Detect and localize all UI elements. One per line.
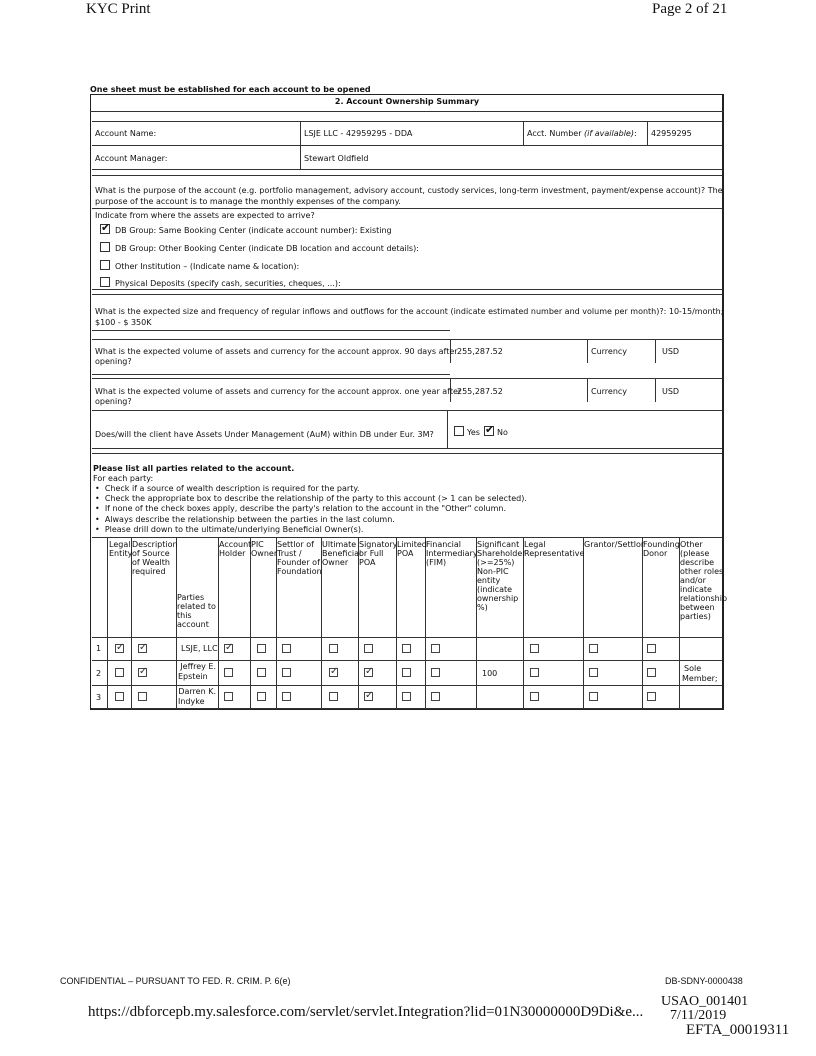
volume-90-currency: USD [662, 347, 680, 356]
bullet-item: • Check if a source of wealth description is required for the party. [95, 484, 360, 493]
print-header-title: KYC Print [86, 1, 151, 17]
row1-limited-poa-checkbox[interactable] [402, 644, 411, 653]
row2-description-checkbox[interactable] [138, 668, 147, 677]
option-same-booking-label: DB Group: Same Booking Center (indicate account number): Existing [115, 226, 392, 235]
row1-holder-checkbox[interactable] [224, 644, 233, 653]
row1-fim-checkbox[interactable] [431, 644, 440, 653]
row1-legal-entity-checkbox[interactable] [115, 644, 124, 653]
volume-90-amount: 255,287.52 [457, 347, 503, 356]
row2-party-name: Jeffrey E. [180, 662, 216, 671]
row1-signatory-checkbox[interactable] [364, 644, 373, 653]
col-account-holder: Account Holder [219, 540, 252, 558]
row1-ubo-checkbox[interactable] [329, 644, 338, 653]
col-parties: Parties related to this account [177, 593, 216, 629]
row2-legal-entity-checkbox[interactable] [115, 668, 124, 677]
account-manager-label: Account Manager: [95, 154, 168, 163]
row2-founding-checkbox[interactable] [647, 668, 656, 677]
row1-grantor-checkbox[interactable] [589, 644, 598, 653]
row3-ubo-checkbox[interactable] [329, 692, 338, 701]
account-number-label: Acct. Number (if available): [527, 129, 637, 138]
option-physical-deposits-label: Physical Deposits (specify cash, securities, cheques, ...): [115, 279, 341, 288]
col-significant-shareholder: Significant Shareholder (>=25%) Non-PIC entity (indicate ownership %) [477, 540, 526, 612]
row2-legal-rep-checkbox[interactable] [530, 668, 539, 677]
assets-prompt: Indicate from where the assets are expected to arrive? [95, 211, 315, 220]
row2-settlor-checkbox[interactable] [282, 668, 291, 677]
row-number: 3 [96, 693, 102, 702]
confidential-notice: CONFIDENTIAL – PURSUANT TO FED. R. CRIM. P. 6(e) [60, 976, 291, 986]
efta-number: EFTA_00019311 [686, 1022, 790, 1038]
row-number: 2 [96, 669, 102, 678]
intro-note: One sheet must be established for each account to be opened [90, 85, 371, 94]
volume-year-question: What is the expected volume of assets and currency for the account approx. one year after [95, 387, 462, 396]
row3-description-checkbox[interactable] [138, 692, 147, 701]
row2-pic-checkbox[interactable] [257, 668, 266, 677]
parties-title: Please list all parties related to the account. [93, 464, 295, 473]
row2-signatory-checkbox[interactable] [364, 668, 373, 677]
option-physical-deposits-checkbox[interactable] [100, 277, 110, 287]
row3-settlor-checkbox[interactable] [282, 692, 291, 701]
col-ubo: Ultimate Beneficial Owner [322, 540, 362, 567]
row2-other: Sole [684, 664, 702, 673]
row1-description-checkbox[interactable] [138, 644, 147, 653]
bullet-item: • Check the appropriate box to describe the relationship of the party to this account (> 1 can be selected). [95, 494, 527, 503]
purpose-answer: purpose of the account is to manage the monthly expenses of the company. [95, 197, 401, 206]
volume-year-currency-label: Currency [591, 387, 628, 396]
row2-party-name-cont: Epstein [178, 672, 208, 681]
option-other-institution-checkbox[interactable] [100, 260, 110, 270]
aum-yes-label: Yes [467, 428, 480, 437]
row3-legal-rep-checkbox[interactable] [530, 692, 539, 701]
section-title: 2. Account Ownership Summary [334, 97, 480, 106]
col-pic-owner: PIC Owner [251, 540, 278, 558]
page-number: Page 2 of 21 [652, 1, 728, 17]
row3-founding-checkbox[interactable] [647, 692, 656, 701]
col-fim: Financial Intermediary (FIM) [426, 540, 478, 567]
col-limited-poa: Limited POA [397, 540, 427, 558]
row-number: 1 [96, 644, 102, 653]
aum-yes-checkbox[interactable] [454, 426, 464, 436]
row1-founding-checkbox[interactable] [647, 644, 656, 653]
col-settlor: Settlor of Trust / Founder of Foundation [277, 540, 322, 576]
account-name-label: Account Name: [95, 129, 157, 138]
row3-signatory-checkbox[interactable] [364, 692, 373, 701]
row1-pic-checkbox[interactable] [257, 644, 266, 653]
flows-answer: $100 - $ 350K [95, 318, 152, 327]
col-other: Other (please describe other roles and/or indicate relationship between parties) [680, 540, 728, 621]
option-same-booking-checkbox[interactable] [100, 224, 110, 234]
row3-limited-poa-checkbox[interactable] [402, 692, 411, 701]
row2-limited-poa-checkbox[interactable] [402, 668, 411, 677]
bates-number: DB-SDNY-0000438 [665, 976, 743, 986]
account-name-value: LSJE LLC - 42959295 - DDA [304, 129, 413, 138]
row3-party-name-cont: Indyke [178, 697, 205, 706]
bullet-item: • Please drill down to the ultimate/underlying Beneficial Owner(s). [95, 525, 364, 534]
volume-90-question: What is the expected volume of assets and currency for the account approx. 90 days after [95, 347, 458, 356]
row3-holder-checkbox[interactable] [224, 692, 233, 701]
aum-question: Does/will the client have Assets Under Management (AuM) within DB under Eur. 3M? [95, 430, 434, 439]
bullet-item: • If none of the check boxes apply, describe the party's relation to the account in the "Other" column. [95, 504, 507, 513]
source-url[interactable]: https://dbforcepb.my.salesforce.com/servlet/servlet.Integration?lid=01N30000000D9Di&e... [88, 1004, 644, 1020]
col-founding-donor: Founding Donor [643, 540, 680, 558]
print-date: 7/11/2019 [670, 1008, 727, 1023]
usao-stamp: USAO_001401 [661, 994, 749, 1009]
flows-question: What is the expected size and frequency of regular inflows and outflows for the account (indicate estimated number and volume per month)?: 10-15/month; [95, 307, 724, 316]
row1-settlor-checkbox[interactable] [282, 644, 291, 653]
row3-party-name: Darren K. [178, 687, 216, 696]
row3-fim-checkbox[interactable] [431, 692, 440, 701]
row2-holder-checkbox[interactable] [224, 668, 233, 677]
option-other-booking-label: DB Group: Other Booking Center (indicate DB location and account details): [115, 244, 419, 253]
bullet-item: • Always describe the relationship between the parties in the last column. [95, 515, 395, 524]
col-legal-entity: Legal Entity [109, 540, 133, 558]
row3-pic-checkbox[interactable] [257, 692, 266, 701]
row2-ubo-checkbox[interactable] [329, 668, 338, 677]
row3-grantor-checkbox[interactable] [589, 692, 598, 701]
col-description: Description of Source of Wealth required [132, 540, 178, 576]
account-number-value: 42959295 [651, 129, 692, 138]
row3-legal-entity-checkbox[interactable] [115, 692, 124, 701]
col-legal-representative: Legal Representative [524, 540, 585, 558]
row2-other-cont: Member; [682, 674, 718, 683]
col-signatory: Signatory or Full POA [359, 540, 398, 567]
row1-party-name: LSJE, LLC [181, 644, 218, 653]
row2-significant-pct: 100 [482, 669, 498, 678]
row1-legal-rep-checkbox[interactable] [530, 644, 539, 653]
volume-year-amount: 255,287.52 [457, 387, 503, 396]
row2-grantor-checkbox[interactable] [589, 668, 598, 677]
volume-year-currency: USD [662, 387, 680, 396]
option-other-booking-checkbox[interactable] [100, 242, 110, 252]
aum-no-checkbox[interactable] [484, 426, 494, 436]
volume-year-question-cont: opening? [95, 397, 132, 406]
col-grantor: Grantor/Settlor [584, 540, 645, 549]
option-other-institution-label: Other Institution – (Indicate name & location): [115, 262, 300, 271]
aum-no-label: No [497, 428, 508, 437]
volume-90-question-cont: opening? [95, 357, 132, 366]
parties-subtitle: For each party: [93, 474, 154, 483]
volume-90-currency-label: Currency [591, 347, 628, 356]
account-manager-value: Stewart Oldfield [304, 154, 369, 163]
row2-fim-checkbox[interactable] [431, 668, 440, 677]
purpose-question: What is the purpose of the account (e.g. portfolio management, advisory account, custody services, long-term investment, payment/expense account)? The [95, 186, 723, 195]
